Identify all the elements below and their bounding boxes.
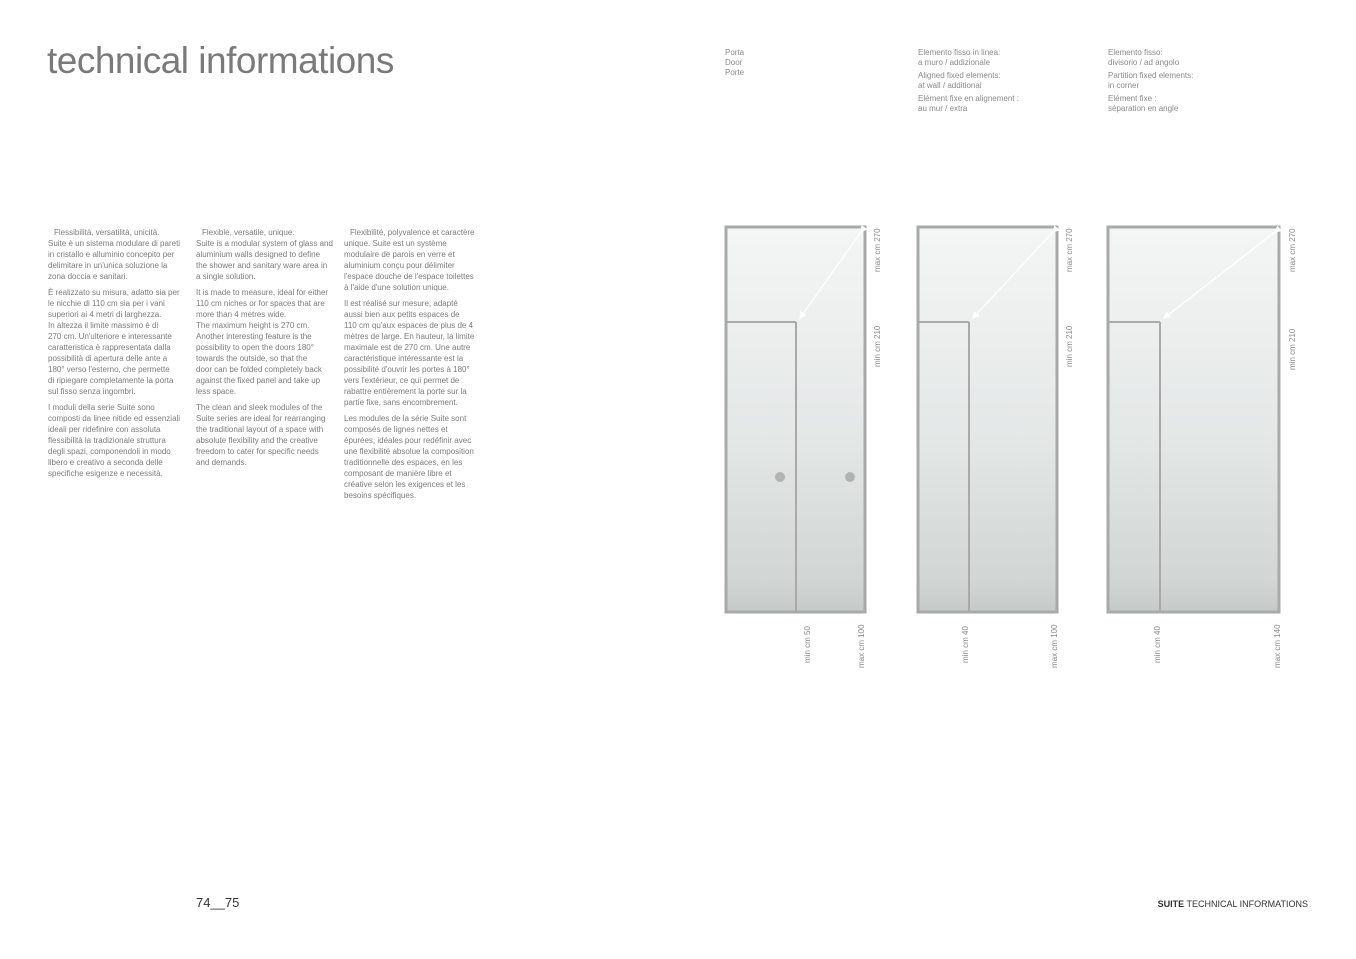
label-min-width: min cm 40	[1153, 626, 1162, 663]
paragraph: It is made to measure, ideal for either 110 cm niches or for spaces that are more than 4 metres wide. The maximum height is 270 cm. Another interesting feature is the possibility to open the doors 180° towards the outside, so that the door can be folded completely back against the fixed panel and take up less space.	[196, 288, 329, 396]
header-line: Elément fixe :	[1108, 94, 1157, 103]
footer-brand: SUITE	[1157, 899, 1185, 909]
aligned-fixed-panel	[918, 227, 1057, 612]
label-min-width: min cm 50	[803, 626, 812, 663]
header-line: in corner	[1108, 81, 1140, 90]
door-panel	[726, 227, 865, 612]
paragraph: Flexible, versatile, unique. Suite is a modular system of glass and aluminium walls designed to define the shower and sanitary ware area in a single solution.	[196, 228, 333, 281]
header-line: séparation en angle	[1108, 104, 1179, 113]
paragraph: I moduli della serie Suite sono composti da linee nitide ed essenziali ideali per ridefinire con assoluta flessibilità la tradizionale struttura degli spazi, componendoli in modo libero e creativo a seconda delle specifiche esigenze e necessità.	[48, 403, 181, 478]
label-min-width: min cm 40	[961, 626, 970, 663]
panel-frame	[918, 227, 1057, 612]
paragraph: È realizzato su misura, adatto sia per le nicchie di 110 cm sia per i vani superiori ai 4 metri di larghezza. In altezza il limite massimo è di 270 cm. Un'ulteriore e interessante caratteristica è rappresentata dalla possibilità di apertura delle ante a 180° verso l'esterno, che permette di ripiegare completamente la porta sul fisso senza ingombri.	[48, 288, 180, 396]
paragraph: Les modules de la série Suite sont composés de lignes nettes et épurées, idéales pour redéfinir avec une flexibilité absolue la composition traditionnelle des espaces, en les composant de manière libre et créative selon les exigences et les besoins spécifiques.	[344, 414, 474, 500]
header-line: at wall / additional	[918, 81, 982, 90]
header-line: Elément fixe en alignement :	[918, 94, 1019, 103]
label-max-width: max cm 100	[857, 624, 866, 668]
label-min-height: min cm 210	[873, 325, 882, 367]
paragraph: The clean and sleek modules of the Suite series are ideal for rearranging the traditional layout of a space with absolute flexibility and the creative freedom to cater for specific needs and demands.	[196, 403, 326, 467]
header-line: divisorio / ad angolo	[1108, 58, 1180, 67]
panel-frame	[1108, 227, 1279, 612]
header-line: Aligned fixed elements:	[918, 71, 1001, 80]
label-max-height: max cm 270	[873, 228, 882, 272]
door-handle	[845, 472, 855, 482]
header-line: au mur / extra	[918, 104, 968, 113]
paragraph: Flexibilité, polyvalence et caractère unique. Suite est un système modulaire de parois en verre et aluminium conçu pour délimiter l'espace douche de l'espace toilettes à l'aide d'une solution unique.	[344, 228, 475, 292]
label-max-height: max cm 270	[1065, 228, 1074, 272]
header-line: Elemento fisso:	[1108, 48, 1163, 57]
page-title: technical informations	[47, 40, 394, 81]
label-min-height: min cm 210	[1288, 328, 1297, 370]
paragraph: Flessibilità, versatilità, unicità. Suite è un sistema modulare di pareti in cristallo e alluminio concepito per delimitare in un'unica soluzione la zona doccia e sanitari.	[48, 228, 181, 281]
footer-section: TECHNICAL INFORMATIONS	[1186, 899, 1308, 909]
page-numbers: 74__75	[196, 895, 240, 910]
partition-fixed-panel	[1108, 227, 1279, 612]
header-line: a muro / addizionale	[918, 58, 991, 67]
header-line: Elemento fisso in linea:	[918, 48, 1001, 57]
label-max-width: max cm 140	[1273, 624, 1282, 668]
header-line: Porte	[725, 68, 745, 77]
label-max-width: max cm 100	[1050, 624, 1059, 668]
header-line: Partition fixed elements:	[1108, 71, 1194, 80]
door-handle	[775, 472, 785, 482]
running-footer	[1158, 899, 1308, 909]
header-line: Porta	[725, 48, 745, 57]
paragraph: Il est réalisé sur mesure, adapté aussi bien aux petits espaces de 110 cm qu'aux espaces de plus de 4 mètres de large. En hauteur, la limite maximale est de 270 cm. Une autre caractéristique intéressante est la possibilité d'ouvrir les portes à 180° vers l'extérieur, ce qui permet de rabattre entièrement la porte sur la partie fixe, sans encombrement.	[344, 299, 475, 407]
header-line: Door	[725, 58, 743, 67]
label-max-height: max cm 270	[1288, 228, 1297, 272]
label-min-height: min cm 210	[1065, 325, 1074, 367]
